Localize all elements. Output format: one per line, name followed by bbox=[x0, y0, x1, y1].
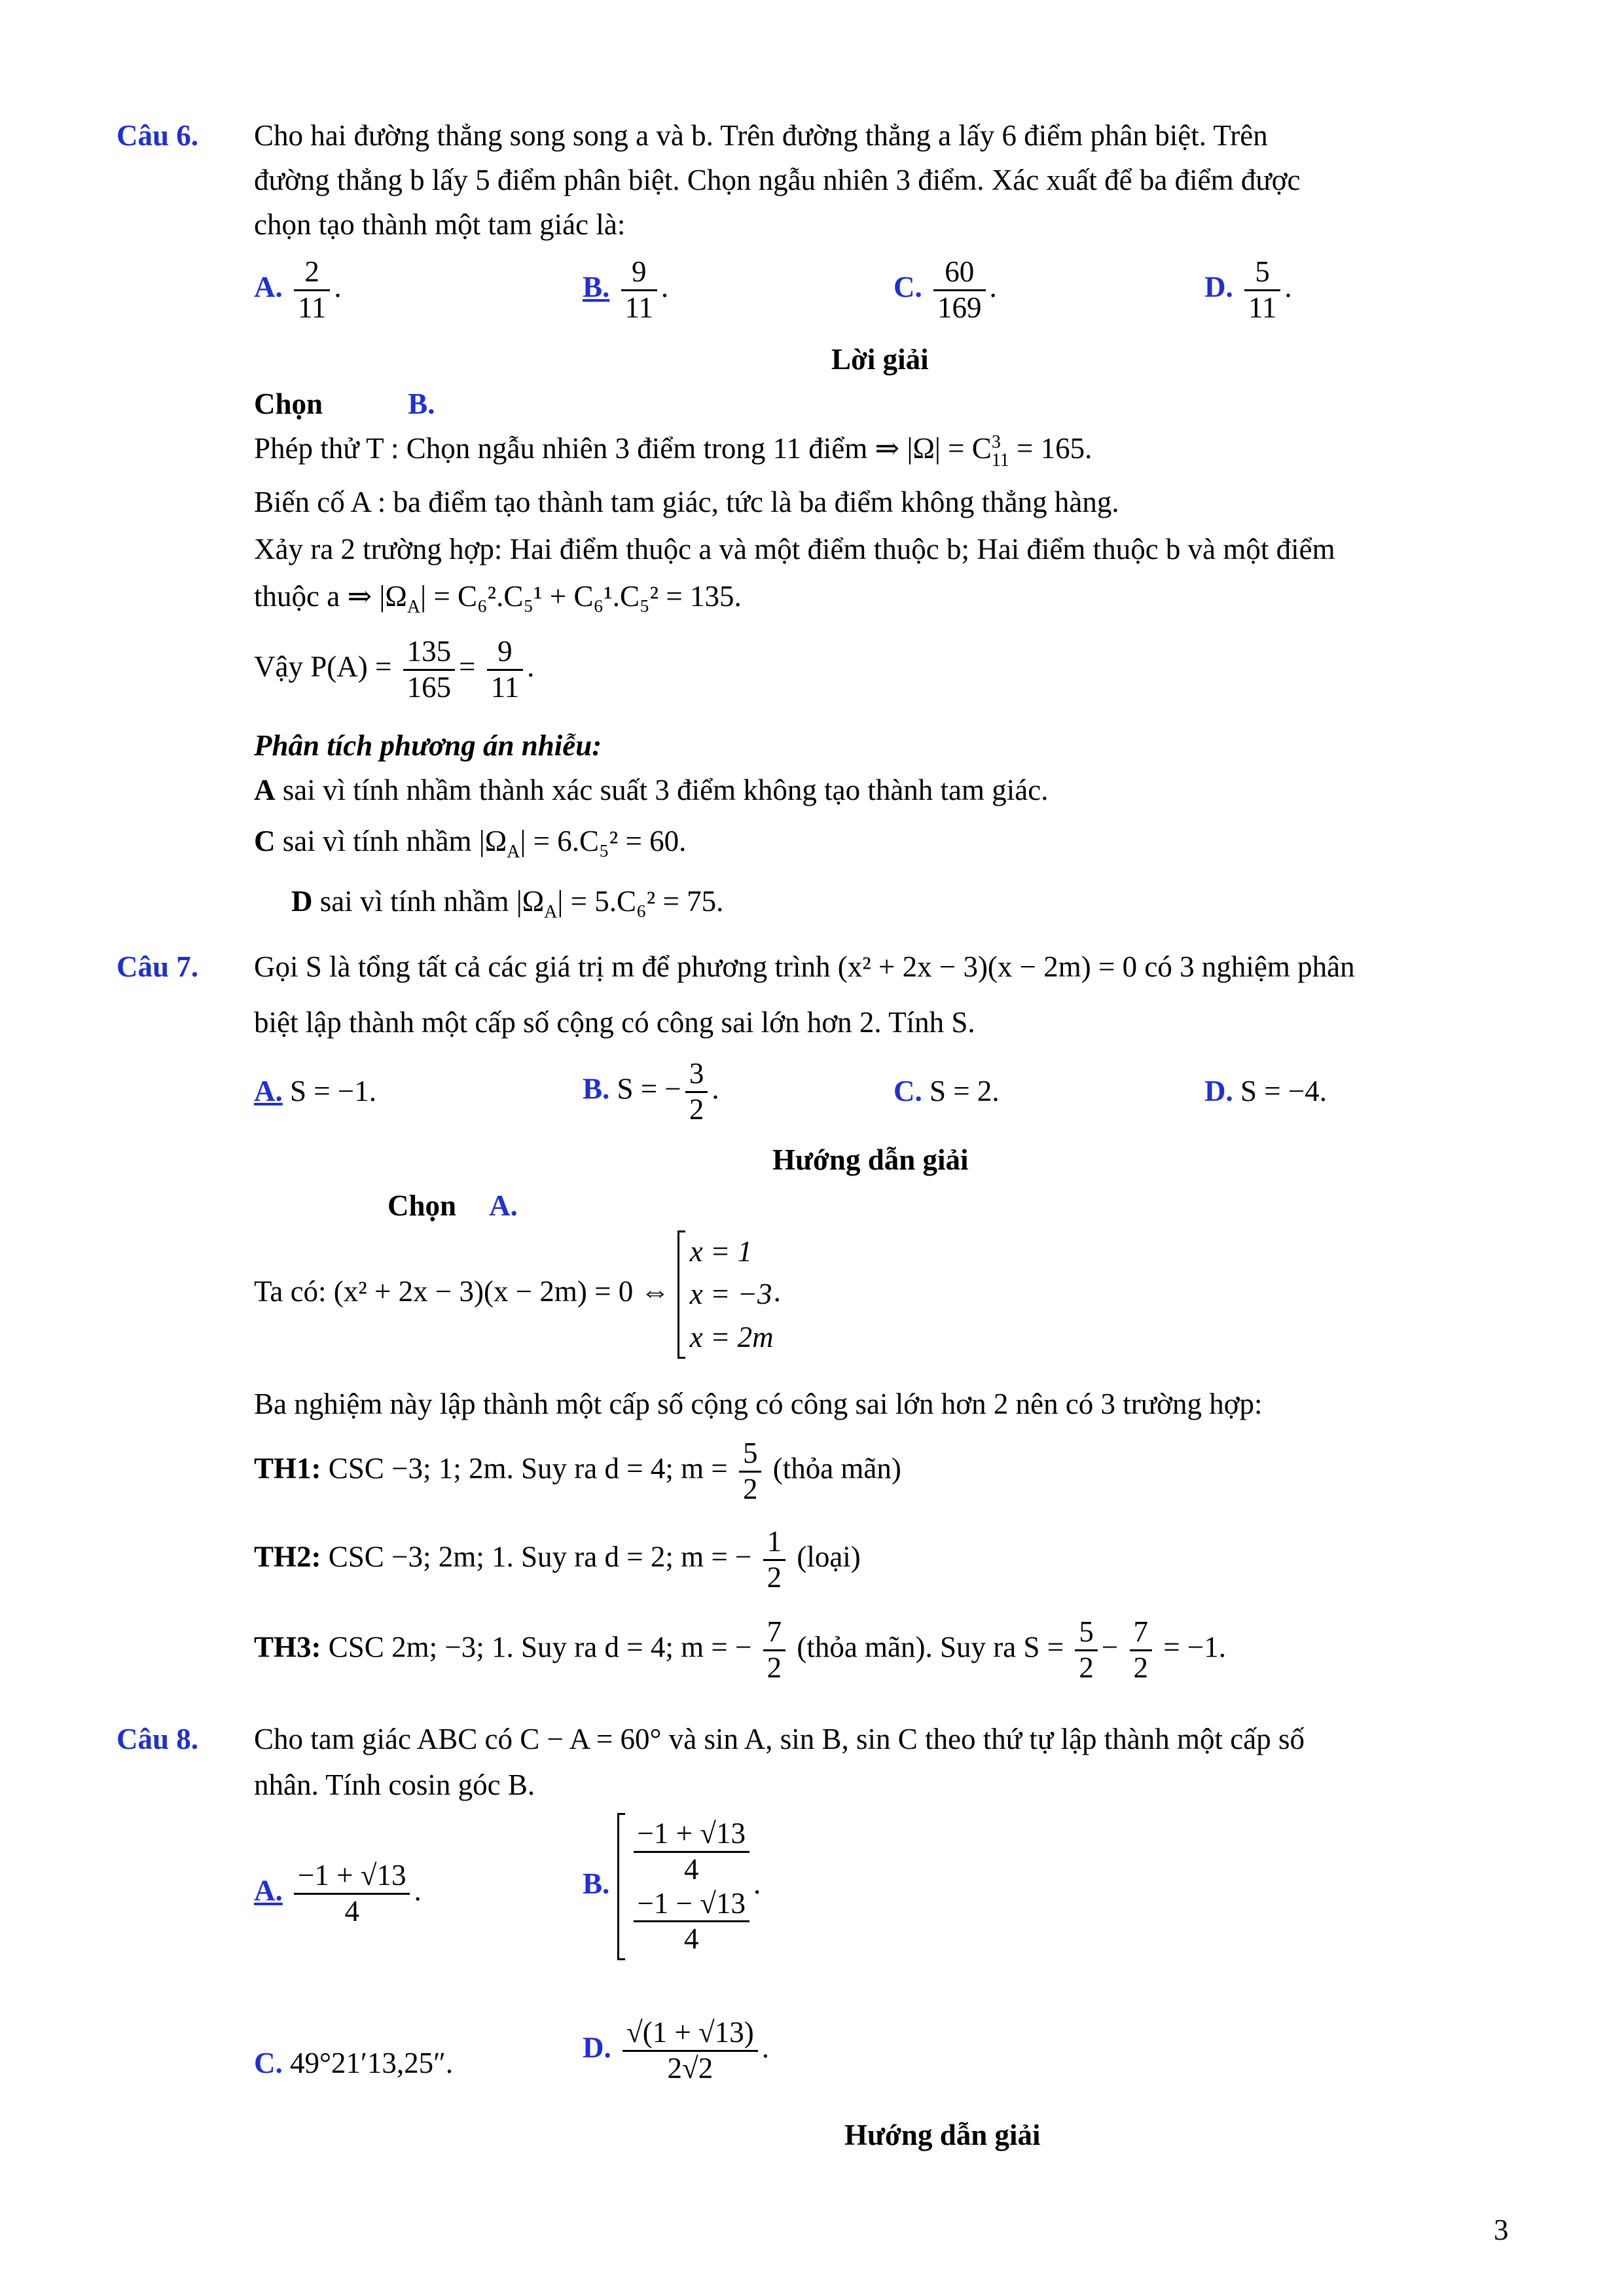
q6-option-c-frac: $\frac{60}{169}$ bbox=[933, 255, 986, 325]
q7-case2: TH2: CSC −3; 2m; 1. Suy ra d = 2; m = − $\frac{1}{2}$ (loại) bbox=[254, 1525, 861, 1594]
q8-option-b: B. $\frac{-1 + √13}{4}$ $\frac{-1 - √13}{4}$ . bbox=[583, 1813, 761, 1960]
q6-step5: Vậy P(A) = $\frac{135}{165}$ = $\frac{9}{11}$ . bbox=[254, 635, 535, 704]
q8-option-b-label: B. bbox=[583, 1867, 610, 1900]
q8-option-c: C. 49°21′13,25″. bbox=[254, 2047, 454, 2079]
q6-analysis-d: D sai vì tính nhầm $|\Omega_A| = 5.C_6^2 = 75$. bbox=[291, 885, 724, 922]
q6-option-a-label: A. bbox=[254, 270, 283, 304]
q7-option-d: D. S = −4. bbox=[1204, 1075, 1327, 1107]
page-number: 3 bbox=[1494, 2214, 1509, 2246]
q6-option-a: A. $\frac{2}{11}$ . bbox=[254, 255, 342, 324]
q7-step1: Ta có: (x² + 2x − 3)(x − 2m) = 0 ⇔ x = 1 x = −3 x = 2m . bbox=[254, 1230, 781, 1359]
q6-option-a-frac: $\frac{2}{11}$ bbox=[294, 255, 330, 325]
q8-solution-title: Hướng dẫn giải bbox=[844, 2119, 1041, 2151]
q6-line2: đường thẳng b lấy 5 điểm phân biệt. Chọn ngẫu nhiên 3 điểm. Xác xuất để ba điểm được bbox=[254, 164, 1301, 196]
q7-label: Câu 7. bbox=[117, 950, 199, 983]
q6-option-d-frac: $\frac{5}{11}$ bbox=[1244, 255, 1280, 325]
q6-analysis-title: Phân tích phương án nhiễu: bbox=[254, 729, 602, 762]
q6-step1: Phép thử T : Chọn ngẫu nhiên 3 điểm trong 11 điểm ⇒ |Ω| = C 3 11 = 165. bbox=[254, 431, 1092, 471]
q7-option-d-label: D. bbox=[1204, 1075, 1233, 1107]
q7-solution-title: Hướng dẫn giải bbox=[772, 1143, 969, 1176]
q6-option-d-label: D. bbox=[1204, 270, 1233, 304]
q7-case3: TH3: CSC 2m; −3; 1. Suy ra d = 4; m = − $\frac{7}{2}$ (thỏa mãn). Suy ra S = $\frac{5}{2}$ − $\frac{7}{2}$ = −1. bbox=[254, 1615, 1227, 1684]
q8-line1: Cho tam giác ABC có C − A = 60° và sin A, sin B, sin C theo thứ tự lập thành một cấp số bbox=[254, 1723, 1305, 1755]
q6-option-b: B. $\frac{9}{11}$ . bbox=[583, 255, 669, 324]
q7-choose-answer: A. bbox=[489, 1189, 518, 1222]
q7-choose: Chọn A. bbox=[388, 1189, 518, 1222]
q6-option-c-label: C. bbox=[893, 270, 922, 304]
q7-case1: TH1: CSC −3; 1; 2m. Suy ra d = 4; m = $\frac{5}{2}$ (thỏa mãn) bbox=[254, 1437, 901, 1505]
q8-option-d: D. $\frac{√(1 + √13)}{2√2}$ . bbox=[583, 2016, 769, 2085]
q8-label: Câu 8. bbox=[117, 1723, 199, 1755]
q6-choose: Chọn B. bbox=[254, 387, 435, 420]
q7-option-b: B. S = − $\frac{3}{2}$ . bbox=[583, 1057, 719, 1126]
q6-step3: Xảy ra 2 trường hợp: Hai điểm thuộc a và một điểm thuộc b; Hai điểm thuộc b và một điểm bbox=[254, 533, 1335, 565]
q7-option-c: C. S = 2. bbox=[893, 1075, 1000, 1107]
q6-option-c: C. $\frac{60}{169}$ . bbox=[893, 255, 997, 324]
q6-step4: thuộc a ⇒ $|\Omega_A| = C_6^2.C_5^1 + C_6^1.C_5^2 = 135$. bbox=[254, 580, 742, 617]
q6-step2: Biến cố A : ba điểm tạo thành tam giác, tức là ba điểm không thẳng hàng. bbox=[254, 486, 1119, 518]
q6-option-b-frac: $\frac{9}{11}$ bbox=[621, 255, 657, 325]
q8-option-a-label: A. bbox=[254, 1874, 283, 1907]
q7-option-c-label: C. bbox=[893, 1075, 922, 1107]
q7-roots-bracket: x = 1 x = −3 x = 2m bbox=[677, 1230, 774, 1359]
q7-line2: biệt lập thành một cấp số cộng có công sai lớn hơn 2. Tính S. bbox=[254, 1006, 975, 1039]
q8-option-a: A. $\frac{-1 + √13}{4}$ . bbox=[254, 1859, 422, 1928]
q7-option-b-label: B. bbox=[583, 1072, 610, 1105]
q6-line1: Cho hai đường thẳng song song a và b. Trên đường thẳng a lấy 6 điểm phân biệt. Trên bbox=[254, 119, 1268, 152]
q8-line2: nhân. Tính cosin góc B. bbox=[254, 1768, 535, 1801]
q6-option-b-label: B. bbox=[583, 270, 610, 304]
q8-option-d-label: D. bbox=[583, 2031, 611, 2064]
q6-choose-answer: B. bbox=[408, 387, 435, 420]
q6-option-d: D. $\frac{5}{11}$ . bbox=[1204, 255, 1292, 324]
q8-option-c-label: C. bbox=[254, 2047, 283, 2079]
q7-option-a-label: A. bbox=[254, 1075, 283, 1107]
q6-analysis-c: C sai vì tính nhầm $|\Omega_A| = 6.C_5^2 = 60$. bbox=[254, 825, 687, 862]
q7-option-a: A. S = −1. bbox=[254, 1075, 377, 1107]
q7-step2: Ba nghiệm này lập thành một cấp số cộng có công sai lớn hơn 2 nên có 3 trường hợp: bbox=[254, 1388, 1263, 1420]
q7-line1: Gọi S là tổng tất cả các giá trị m để phương trình (x² + 2x − 3)(x − 2m) = 0 có 3 nghiệm phân bbox=[254, 950, 1355, 983]
q6-solution-title: Lời giải bbox=[831, 343, 929, 376]
q6-line3: chọn tạo thành một tam giác là: bbox=[254, 208, 626, 241]
q6-label: Câu 6. bbox=[117, 119, 199, 152]
q6-analysis-a: A sai vì tính nhầm thành xác suất 3 điểm không tạo thành tam giác. bbox=[254, 774, 1049, 806]
